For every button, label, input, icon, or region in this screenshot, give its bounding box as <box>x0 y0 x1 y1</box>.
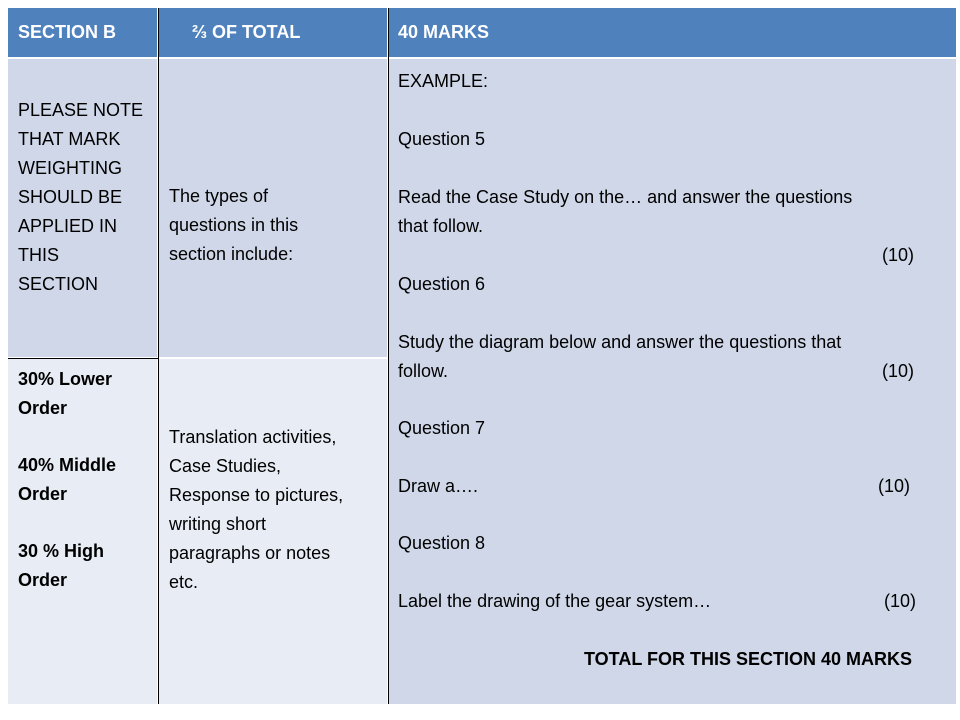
row-border <box>8 358 158 359</box>
note-line: SHOULD BE <box>18 187 123 207</box>
intro-line: The types of <box>169 186 269 206</box>
note-line: THAT MARK <box>18 129 121 149</box>
level-spacer <box>18 509 116 537</box>
question-7-marks: (10) <box>878 476 911 496</box>
header-section-label: SECTION B <box>18 22 117 42</box>
level-line: 30% Lower <box>18 369 113 389</box>
question-7-text: Draw a…. <box>398 476 479 496</box>
section-b-table <box>8 8 956 704</box>
column-border <box>388 8 389 704</box>
header-divider <box>8 57 956 59</box>
note-line: APPLIED IN <box>18 216 118 236</box>
section-total: TOTAL FOR THIS SECTION 40 MARKS <box>584 649 913 669</box>
question-8-marks: (10) <box>884 591 917 611</box>
level-line: Order <box>18 570 68 590</box>
example-label: EXAMPLE: <box>398 71 489 91</box>
question-7-title: Question 7 <box>398 418 486 438</box>
question-types-intro-cell <box>158 58 388 358</box>
question-types-intro <box>169 182 298 269</box>
question-6-title: Question 6 <box>398 274 486 294</box>
level-line: Order <box>18 398 68 418</box>
question-6-text-line2: follow. <box>398 361 449 381</box>
type-line: writing short <box>169 514 267 534</box>
level-line: 40% Middle <box>18 455 117 475</box>
mark-weighting-note-cell <box>8 58 158 358</box>
question-5-title: Question 5 <box>398 129 486 149</box>
intro-line: section include: <box>169 244 294 264</box>
mark-weighting-note <box>18 96 143 299</box>
header-marks-cell <box>388 8 956 58</box>
question-6-marks: (10) <box>882 361 915 381</box>
question-8-title: Question 8 <box>398 533 486 553</box>
question-5-text-line1: Read the Case Study on the… and answer the questions <box>398 187 853 207</box>
question-types-list-cell <box>158 358 388 704</box>
note-line: THIS <box>18 245 60 265</box>
header-section-cell <box>8 8 158 58</box>
question-6-text-line1: Study the diagram below and answer the questions that <box>398 332 842 352</box>
note-line: SECTION <box>18 274 99 294</box>
note-line: PLEASE NOTE <box>18 100 144 120</box>
note-line: WEIGHTING <box>18 158 122 178</box>
type-line: Response to pictures, <box>169 485 344 505</box>
question-types-list <box>169 423 343 597</box>
question-5-marks: (10) <box>882 245 915 265</box>
example-questions-cell <box>388 58 956 704</box>
column-border <box>158 8 159 704</box>
question-8-text: Label the drawing of the gear system… <box>398 591 712 611</box>
cognitive-levels-cell <box>8 358 158 704</box>
level-line: Order <box>18 484 68 504</box>
type-line: paragraphs or notes <box>169 543 331 563</box>
type-line: etc. <box>169 572 199 592</box>
intro-line: questions in this <box>169 215 299 235</box>
type-line: Translation activities, <box>169 427 337 447</box>
level-line: 30 % High <box>18 541 105 561</box>
header-fraction-cell <box>158 8 388 58</box>
type-line: Case Studies, <box>169 456 282 476</box>
header-fraction-label: ⅔ OF TOTAL <box>192 22 301 42</box>
header-marks-label: 40 MARKS <box>398 22 490 42</box>
cognitive-levels <box>18 365 116 595</box>
question-5-text-line2: that follow. <box>398 216 484 236</box>
level-spacer <box>18 423 116 451</box>
